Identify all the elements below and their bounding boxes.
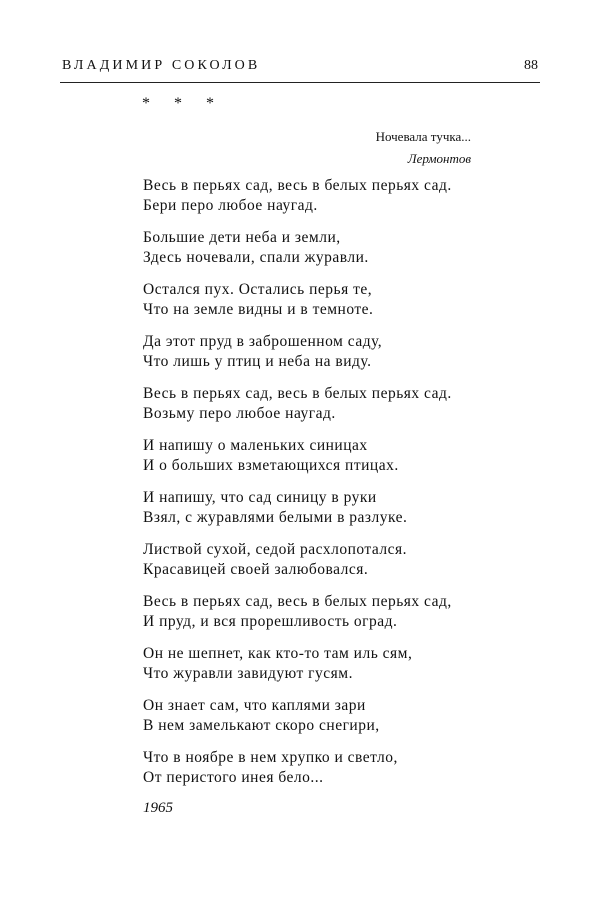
poem-date: 1965: [143, 800, 173, 816]
page-number: 88: [524, 58, 538, 73]
poem-line: Весь в перьях сад, весь в белых перьях сад,: [143, 593, 452, 610]
poem-line: Остался пух. Остались перья те,: [143, 281, 373, 298]
stanza: [143, 644, 452, 683]
header-rule: [60, 82, 540, 83]
poem-line: И напишу, что сад синицу в руки: [143, 489, 377, 506]
poem-line: Он не шепнет, как кто-то там иль сям,: [143, 645, 413, 662]
running-title: ВЛАДИМИР СОКОЛОВ: [62, 58, 261, 73]
poem-line: Большие дети неба и земли,: [143, 229, 341, 246]
stanza: [143, 592, 452, 631]
poem-line: Что в ноябре в нем хрупко и светло,: [143, 749, 398, 766]
poem-line: Возьму перо любое наугад.: [143, 404, 336, 422]
stanza: [143, 228, 452, 267]
poem-line: Красавицей своей залюбовался.: [143, 560, 369, 578]
poem-line: Бери перо любое наугад.: [143, 196, 318, 214]
poem-line: И о больших взметающихся птицах.: [143, 456, 399, 474]
stanza: [143, 488, 452, 527]
poem-line: Что на земле видны и в темноте.: [143, 300, 374, 318]
poem-title-asterisks: * * *: [142, 95, 224, 112]
stanza: [143, 748, 452, 787]
stanza: [143, 540, 452, 579]
stanza: [143, 176, 452, 215]
stanza: [143, 436, 452, 475]
epigraph-text: Ночевала тучка...: [375, 129, 471, 144]
stanza: [143, 280, 452, 319]
epigraph: [376, 126, 471, 170]
poem-line: Здесь ночевали, спали журавли.: [143, 248, 369, 266]
stanza: [143, 384, 452, 423]
stanza: [143, 696, 452, 735]
poem-line: В нем замелькают скоро снегири,: [143, 716, 380, 734]
poem-line: И напишу о маленьких синицах: [143, 437, 368, 454]
poem-line: Взял, с журавлями белыми в разлуке.: [143, 508, 408, 526]
poem-line: Листвой сухой, седой расхлопотался.: [143, 541, 408, 558]
poem-line: Он знает сам, что каплями зари: [143, 697, 366, 714]
stanza: [143, 332, 452, 371]
poem-line: И пруд, и вся прорешливость оград.: [143, 612, 398, 630]
epigraph-author: Лермонтов: [407, 151, 471, 166]
poem-line: Что лишь у птиц и неба на виду.: [143, 352, 372, 370]
poem-line: Весь в перьях сад, весь в белых перьях сад.: [143, 385, 452, 402]
poem-line: Весь в перьях сад, весь в белых перьях сад.: [143, 177, 452, 194]
poem-line: Да этот пруд в заброшенном саду,: [143, 333, 383, 350]
poem-line: Что журавли завидуют гусям.: [143, 664, 353, 682]
poem-body: [143, 176, 452, 800]
poem-line: От перистого инея бело...: [143, 768, 324, 786]
